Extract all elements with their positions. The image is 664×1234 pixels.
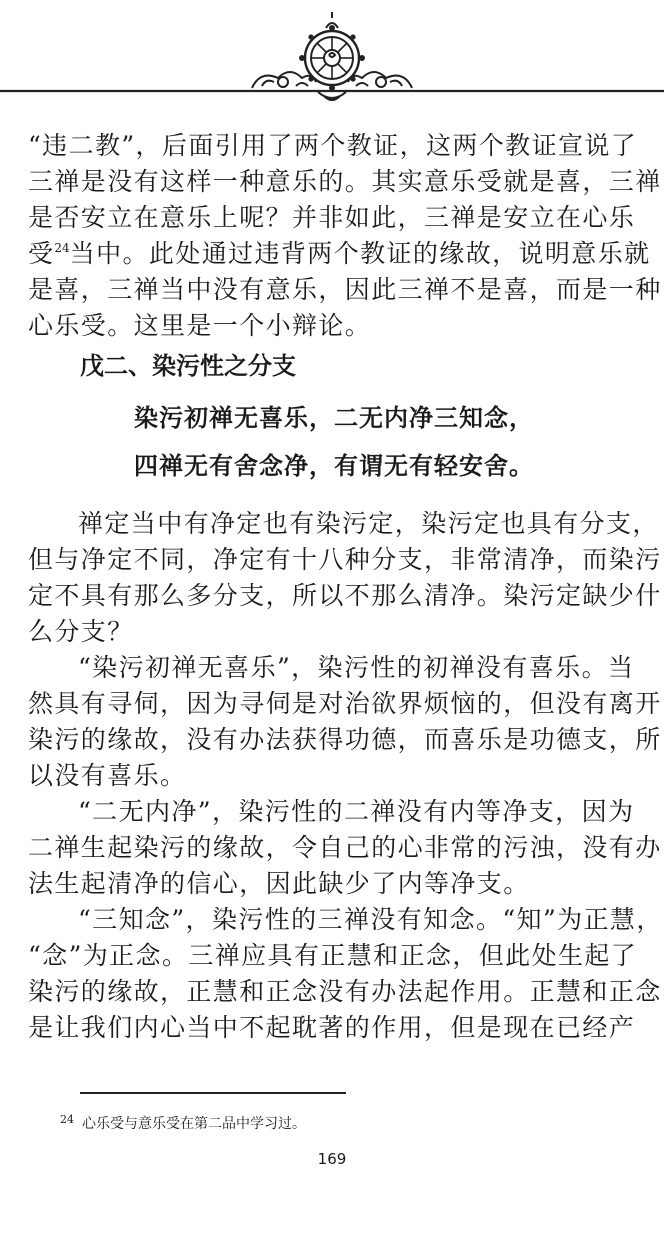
text-line: 禅定当中有净定也有染污定，染污定也具有分支， — [78, 509, 659, 538]
text-line: 是否安立在意乐上呢？并非如此，三禅是安立在心乐 — [28, 203, 636, 232]
dharma-wheel-icon — [0, 0, 664, 110]
paragraph-3 — [28, 650, 662, 794]
text-fragment: 当中。此处通过违背两个教证的缘故，说明意乐就 — [69, 239, 651, 268]
footnote — [60, 1110, 306, 1134]
paragraph-4 — [28, 794, 662, 902]
page-number: 169 — [317, 1150, 347, 1168]
text-line: 是让我们内心当中不起耽著的作用，但是现在已经产 — [28, 1013, 636, 1042]
footnote-divider — [80, 1092, 346, 1094]
text-line: 二禅生起染污的缘故，令自己的心非常的污浊，没有办 — [28, 833, 662, 862]
text-line: 心乐受。这里是一个小辩论。 — [28, 311, 372, 340]
paragraph-1 — [28, 128, 662, 344]
page-body — [28, 128, 663, 1046]
text-line: 但与净定不同，净定有十八种分支，非常清净，而染污 — [28, 545, 662, 574]
text-line: 以没有喜乐。 — [28, 761, 187, 790]
text-line: “二无内净”，染污性的二禅没有内等净支，因为 — [78, 797, 635, 826]
verse-line: 四禅无有舍念净，有谓无有轻安舍。 — [134, 452, 534, 480]
page-header-ornament — [0, 0, 664, 110]
footnote-reference[interactable]: 24 — [54, 241, 70, 255]
text-line-with-footnote — [28, 236, 651, 272]
text-line: “三知念”，染污性的三禅没有知念。“知”为正慧， — [78, 905, 663, 934]
footnote-mark: 24 — [60, 1113, 74, 1126]
text-line: 么分支？ — [28, 617, 134, 646]
text-line: “念”为正念。三禅应具有正慧和正念，但此处生起了 — [28, 941, 638, 970]
text-line: 定不具有那么多分支，所以不那么清净。染污定缺少什 — [28, 581, 662, 610]
text-line: 然具有寻伺，因为寻伺是对治欲界烦恼的，但没有离开 — [28, 689, 662, 718]
text-fragment: 受 — [28, 239, 55, 268]
paragraph-2 — [28, 506, 662, 650]
text-line: 染污的缘故，没有办法获得功德，而喜乐是功德支，所 — [28, 725, 662, 754]
section-heading: 戊二、染污性之分支 — [80, 352, 296, 380]
verse-block — [28, 394, 640, 490]
text-line: 三禅是没有这样一种意乐的。其实意乐受就是喜，三禅 — [28, 167, 662, 196]
text-line: “染污初禅无喜乐”，染污性的初禅没有喜乐。当 — [78, 653, 635, 682]
text-line: 染污的缘故，正慧和正念没有办法起作用。正慧和正念 — [28, 977, 662, 1006]
verse-line: 染污初禅无喜乐，二无内净三知念， — [134, 404, 534, 432]
footnote-text: 心乐受与意乐受在第二品中学习过。 — [82, 1116, 306, 1132]
text-line: “违二教”，后面引用了两个教证，这两个教证宣说了 — [28, 131, 638, 160]
text-line: 法生起清净的信心，因此缺少了内等净支。 — [28, 869, 530, 898]
paragraph-5 — [28, 902, 663, 1046]
text-line: 是喜，三禅当中没有意乐，因此三禅不是喜，而是一种 — [28, 275, 662, 304]
